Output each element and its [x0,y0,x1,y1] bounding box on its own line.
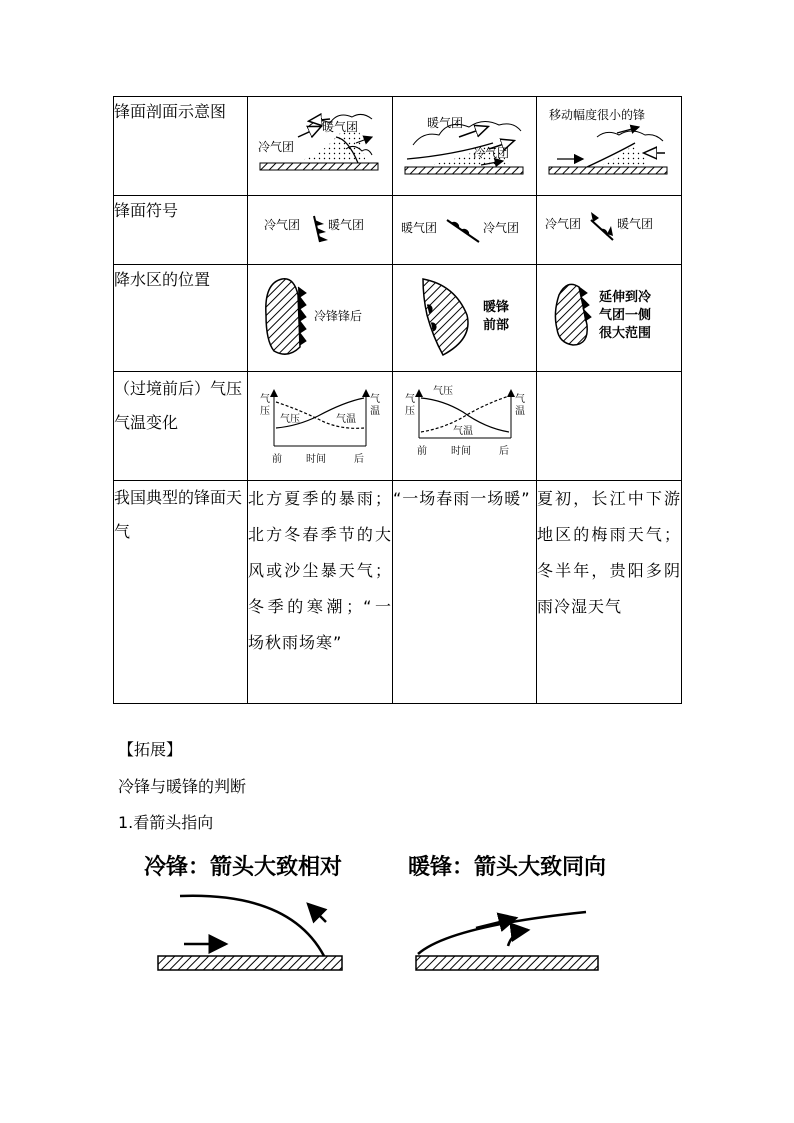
row-pressure-temperature [114,372,682,481]
stationary-title: 移动幅度很小的锋 [549,108,646,122]
row-header: 我国典型的锋面天气 [114,481,248,704]
curve-label-a: 气压 [280,414,300,425]
x-label-left: 前 [272,454,282,465]
symbol-left-label: 冷气团 [545,217,582,231]
curve-label-b: 气温 [453,426,473,437]
precip-label: 冷锋锋后 [314,309,363,323]
point-1: 1.看箭头指向 [118,813,214,832]
cold-front-precipitation [248,265,393,372]
warm-front-pt-chart [393,372,537,481]
precip-label-line3: 很大范围 [599,326,652,341]
axis-right-char2: 温 [370,406,380,417]
warm-front-caption: 暖锋：箭头大致同向 [408,855,607,880]
curve-label-b: 气温 [336,414,356,425]
row-cross-section [114,97,682,196]
warm-front-precipitation [393,265,537,372]
empty-cell [537,372,682,481]
stationary-front-weather: 夏初，长江中下游地区的梅雨天气；冬半年，贵阳多阴雨冷湿天气 [537,481,682,704]
extension-subtitle: 冷锋与暖锋的判断 [118,777,247,796]
symbol-right-label: 暖气团 [328,218,365,232]
cold-front-weather: 北方夏季的暴雨；北方冬春季节的大风或沙尘暴天气；冬季的寒潮；“一场秋雨场寒” [248,481,393,704]
symbol-right-label: 冷气团 [483,221,520,235]
axis-left-char1: 气 [260,394,270,405]
row-header: 锋面符号 [114,196,248,265]
front-comparison-table [113,96,682,704]
row-front-symbol [114,196,682,265]
warm-front-cross-section [393,97,537,196]
x-label-right: 后 [499,446,509,457]
curve-label-a: 气压 [433,386,453,397]
row-precipitation [114,265,682,372]
cold-front-pt-chart [248,372,393,481]
axis-right-char1: 气 [515,394,525,405]
warm-front-weather: “一场春雨一场暖” [393,481,537,704]
symbol-right-label: 暖气团 [617,217,654,231]
symbol-left-label: 冷气团 [264,218,301,232]
x-label-left: 前 [417,446,427,457]
stationary-front-symbol [537,196,682,265]
axis-left-char1: 气 [405,394,415,405]
precip-label-line1: 暖锋 [483,300,510,315]
cold-front-symbol [248,196,393,265]
stationary-front-precipitation [537,265,682,372]
extension-heading: 【拓展】 [118,740,183,759]
row-header: 降水区的位置 [114,265,248,372]
row-typical-weather [114,481,682,704]
warm-mass-label: 暖气团 [322,120,359,134]
precip-label-line2: 前部 [483,318,510,333]
warm-mass-label: 暖气团 [427,116,464,130]
axis-right-char1: 气 [370,394,380,405]
x-label-right: 后 [354,454,364,465]
warm-front-symbol [393,196,537,265]
precip-label-line1: 延伸到冷 [599,290,652,305]
cold-front-cross-section [248,97,393,196]
cold-front-caption: 冷锋：箭头大致相对 [144,855,343,880]
axis-left-char2: 压 [405,406,415,417]
cold-mass-label: 冷气团 [258,140,295,154]
cold-mass-label: 冷气团 [473,146,510,160]
cold-warm-arrow-diagram [140,846,620,976]
x-label-mid: 时间 [306,454,326,465]
axis-right-char2: 温 [515,406,525,417]
precip-label-line2: 气团一侧 [599,308,652,323]
row-header: 锋面剖面示意图 [114,97,248,196]
row-header: （过境前后）气压气温变化 [114,372,248,481]
x-label-mid: 时间 [451,446,471,457]
axis-left-char2: 压 [260,406,270,417]
stationary-front-cross-section [537,97,682,196]
symbol-left-label: 暖气团 [401,221,438,235]
